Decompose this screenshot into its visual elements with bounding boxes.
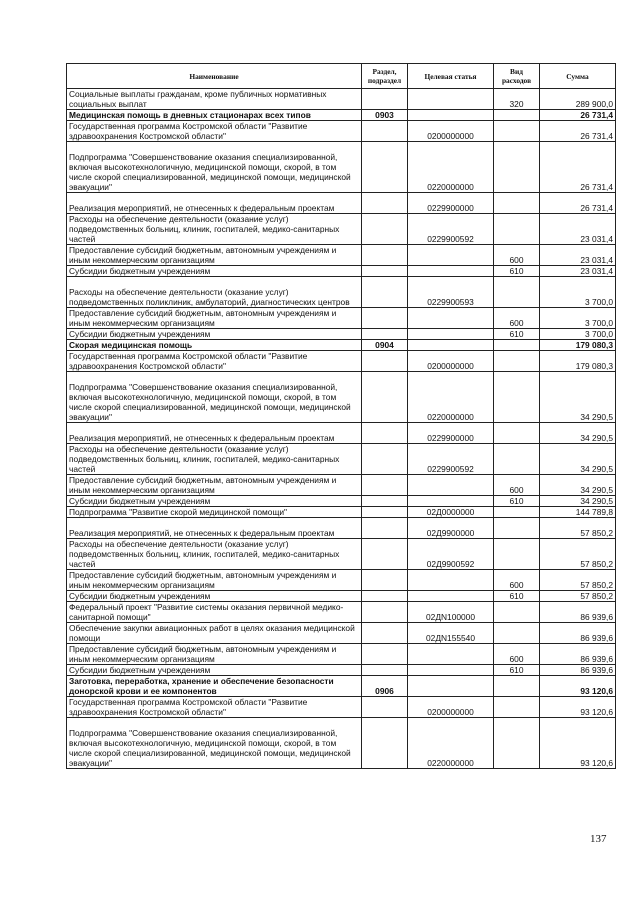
table-row [67,718,616,769]
table-row [67,507,616,518]
row-sum: 86 939,6 [540,665,616,676]
row-sum: 144 789,8 [540,507,616,518]
row-sum: 23 031,4 [540,266,616,277]
table-row [67,329,616,340]
row-section [362,518,408,539]
table-row [67,475,616,496]
row-name: Расходы на обеспечение деятельности (оказание услуг) подведомственных поликлиник, амбулаторий, диагностических центров [67,277,362,308]
row-section [362,308,408,329]
row-sum: 34 290,5 [540,496,616,507]
row-kind [494,444,540,475]
table-row [67,570,616,591]
row-name: Подпрограмма "Развитие скорой медицинской помощи" [67,507,362,518]
budget-table-container [66,63,615,769]
row-kind [494,623,540,644]
row-section [362,266,408,277]
row-kind [494,507,540,518]
row-target [408,340,494,351]
row-section [362,623,408,644]
row-sum: 93 120,6 [540,676,616,697]
row-sum: 26 731,4 [540,193,616,214]
row-section [362,89,408,110]
row-kind [494,539,540,570]
row-kind [494,423,540,444]
row-section: 0903 [362,110,408,121]
row-sum: 93 120,6 [540,697,616,718]
row-section [362,644,408,665]
row-section [362,329,408,340]
row-target [408,245,494,266]
row-kind: 600 [494,570,540,591]
table-row [67,340,616,351]
row-section [362,214,408,245]
row-target [408,591,494,602]
row-kind: 610 [494,329,540,340]
table-header-row [67,64,616,89]
row-name: Расходы на обеспечение деятельности (оказание услуг) подведомственных больниц, клиник, госпиталей, медико-санитарных частей [67,444,362,475]
header-section: Раздел, подраздел [362,64,408,89]
row-target [408,570,494,591]
row-kind: 600 [494,308,540,329]
row-section [362,539,408,570]
row-kind [494,340,540,351]
row-sum: 34 290,5 [540,475,616,496]
row-sum: 26 731,4 [540,121,616,142]
row-section [362,277,408,308]
row-kind: 610 [494,665,540,676]
row-sum: 3 700,0 [540,308,616,329]
header-kind: Вид расходов [494,64,540,89]
table-row [67,308,616,329]
row-sum: 3 700,0 [540,277,616,308]
row-section [362,570,408,591]
table-row [67,110,616,121]
row-sum: 34 290,5 [540,444,616,475]
row-kind [494,142,540,193]
table-row [67,89,616,110]
budget-table [66,63,616,769]
row-target: 02Д9900000 [408,518,494,539]
row-kind [494,518,540,539]
row-section [362,665,408,676]
row-section [362,351,408,372]
row-name: Предоставление субсидий бюджетным, автономным учреждениям и иным некоммерческим организациям [67,245,362,266]
row-name: Субсидии бюджетным учреждениям [67,665,362,676]
row-sum: 3 700,0 [540,329,616,340]
row-target: 0229900000 [408,193,494,214]
table-row [67,644,616,665]
row-name: Реализация мероприятий, не отнесенных к федеральным проектам [67,423,362,444]
row-kind: 600 [494,475,540,496]
row-target: 02Д0000000 [408,507,494,518]
row-target [408,496,494,507]
row-target: 02ДN100000 [408,602,494,623]
row-target [408,110,494,121]
row-section [362,591,408,602]
row-kind [494,277,540,308]
row-kind [494,121,540,142]
row-target [408,644,494,665]
row-section [362,245,408,266]
row-sum: 57 850,2 [540,570,616,591]
row-kind [494,110,540,121]
table-row [67,623,616,644]
row-name: Подпрограмма "Совершенствование оказания специализированной, включая высокотехнологичную, медицинской помощи, скорой, в том числе скорой специализированной, медицинской помощи, медицинской эвакуации" [67,718,362,769]
row-target: 0229900000 [408,423,494,444]
row-target [408,665,494,676]
row-section [362,142,408,193]
row-target: 0229900593 [408,277,494,308]
table-row [67,266,616,277]
row-section [362,121,408,142]
table-row [67,121,616,142]
row-target: 02ДN155540 [408,623,494,644]
row-kind [494,372,540,423]
row-target [408,308,494,329]
row-name: Обеспечение закупки авиационных работ в целях оказания медицинской помощи [67,623,362,644]
row-sum: 57 850,2 [540,591,616,602]
row-section [362,475,408,496]
row-name: Предоставление субсидий бюджетным, автономным учреждениям и иным некоммерческим организациям [67,570,362,591]
row-target [408,475,494,496]
row-name: Субсидии бюджетным учреждениям [67,591,362,602]
row-name: Предоставление субсидий бюджетным, автономным учреждениям и иным некоммерческим организациям [67,644,362,665]
table-row [67,602,616,623]
table-row [67,214,616,245]
row-name: Реализация мероприятий, не отнесенных к федеральным проектам [67,193,362,214]
row-sum: 26 731,4 [540,110,616,121]
table-row [67,518,616,539]
row-name: Субсидии бюджетным учреждениям [67,329,362,340]
row-sum: 57 850,2 [540,518,616,539]
table-row [67,423,616,444]
row-name: Субсидии бюджетным учреждениям [67,496,362,507]
row-name: Заготовка, переработка, хранение и обеспечение безопасности донорской крови и ее компонентов [67,676,362,697]
row-section [362,507,408,518]
page-number: 137 [590,833,607,845]
row-sum: 23 031,4 [540,214,616,245]
table-row [67,277,616,308]
table-row [67,665,616,676]
row-kind [494,697,540,718]
row-sum: 179 080,3 [540,340,616,351]
table-row [67,444,616,475]
row-name: Предоставление субсидий бюджетным, автономным учреждениям и иным некоммерческим организациям [67,475,362,496]
header-target: Целевая статья [408,64,494,89]
row-kind: 320 [494,89,540,110]
row-name: Государственная программа Костромской области "Развитие здравоохранения Костромской области" [67,351,362,372]
row-kind [494,193,540,214]
row-sum: 86 939,6 [540,602,616,623]
table-row [67,142,616,193]
table-row [67,496,616,507]
header-sum: Сумма [540,64,616,89]
row-section [362,697,408,718]
row-target [408,329,494,340]
row-name: Предоставление субсидий бюджетным, автономным учреждениям и иным некоммерческим организациям [67,308,362,329]
row-sum: 86 939,6 [540,644,616,665]
row-name: Субсидии бюджетным учреждениям [67,266,362,277]
row-kind: 600 [494,245,540,266]
row-name: Государственная программа Костромской области "Развитие здравоохранения Костромской области" [67,697,362,718]
table-row [67,697,616,718]
row-target: 0220000000 [408,142,494,193]
row-sum: 179 080,3 [540,351,616,372]
row-section: 0904 [362,340,408,351]
row-sum: 86 939,6 [540,623,616,644]
row-name: Социальные выплаты гражданам, кроме публичных нормативных социальных выплат [67,89,362,110]
row-sum: 57 850,2 [540,539,616,570]
row-sum: 289 900,0 [540,89,616,110]
row-section [362,444,408,475]
row-target: 0229900592 [408,444,494,475]
row-name: Государственная программа Костромской области "Развитие здравоохранения Костромской области" [67,121,362,142]
header-name: Наименование [67,64,362,89]
row-target [408,266,494,277]
row-name: Расходы на обеспечение деятельности (оказание услуг) подведомственных больниц, клиник, госпиталей, медико-санитарных частей [67,214,362,245]
row-kind [494,214,540,245]
row-target: 0200000000 [408,351,494,372]
row-kind [494,718,540,769]
row-name: Федеральный проект "Развитие системы оказания первичной медико-санитарной помощи" [67,602,362,623]
row-name: Подпрограмма "Совершенствование оказания специализированной, включая высокотехнологичную, медицинской помощи, скорой, в том числе скорой специализированной, медицинской помощи, медицинской эвакуации" [67,372,362,423]
row-name: Реализация мероприятий, не отнесенных к федеральным проектам [67,518,362,539]
row-section [362,423,408,444]
row-target: 0200000000 [408,697,494,718]
row-section [362,372,408,423]
row-target [408,676,494,697]
table-row [67,676,616,697]
row-target: 0200000000 [408,121,494,142]
row-kind: 610 [494,591,540,602]
row-sum: 93 120,6 [540,718,616,769]
row-section: 0906 [362,676,408,697]
table-row [67,591,616,602]
row-kind: 600 [494,644,540,665]
row-target: 0220000000 [408,372,494,423]
row-target: 0220000000 [408,718,494,769]
row-name: Подпрограмма "Совершенствование оказания специализированной, включая высокотехнологичную, медицинской помощи, скорой, в том числе скорой специализированной, медицинской помощи, медицинской эвакуации" [67,142,362,193]
row-section [362,496,408,507]
row-target [408,89,494,110]
row-section [362,718,408,769]
table-row [67,245,616,266]
row-target: 02Д9900592 [408,539,494,570]
row-sum: 34 290,5 [540,372,616,423]
row-name: Медицинская помощь в дневных стационарах всех типов [67,110,362,121]
table-row [67,351,616,372]
row-name: Скорая медицинская помощь [67,340,362,351]
row-kind [494,602,540,623]
row-name: Расходы на обеспечение деятельности (оказание услуг) подведомственных больниц, клиник, госпиталей, медико-санитарных частей [67,539,362,570]
row-target: 0229900592 [408,214,494,245]
row-kind [494,351,540,372]
row-sum: 34 290,5 [540,423,616,444]
table-row [67,372,616,423]
row-kind: 610 [494,266,540,277]
table-row [67,193,616,214]
row-kind [494,676,540,697]
row-sum: 23 031,4 [540,245,616,266]
table-body [67,89,616,769]
row-kind: 610 [494,496,540,507]
row-section [362,602,408,623]
table-row [67,539,616,570]
row-sum: 26 731,4 [540,142,616,193]
row-section [362,193,408,214]
